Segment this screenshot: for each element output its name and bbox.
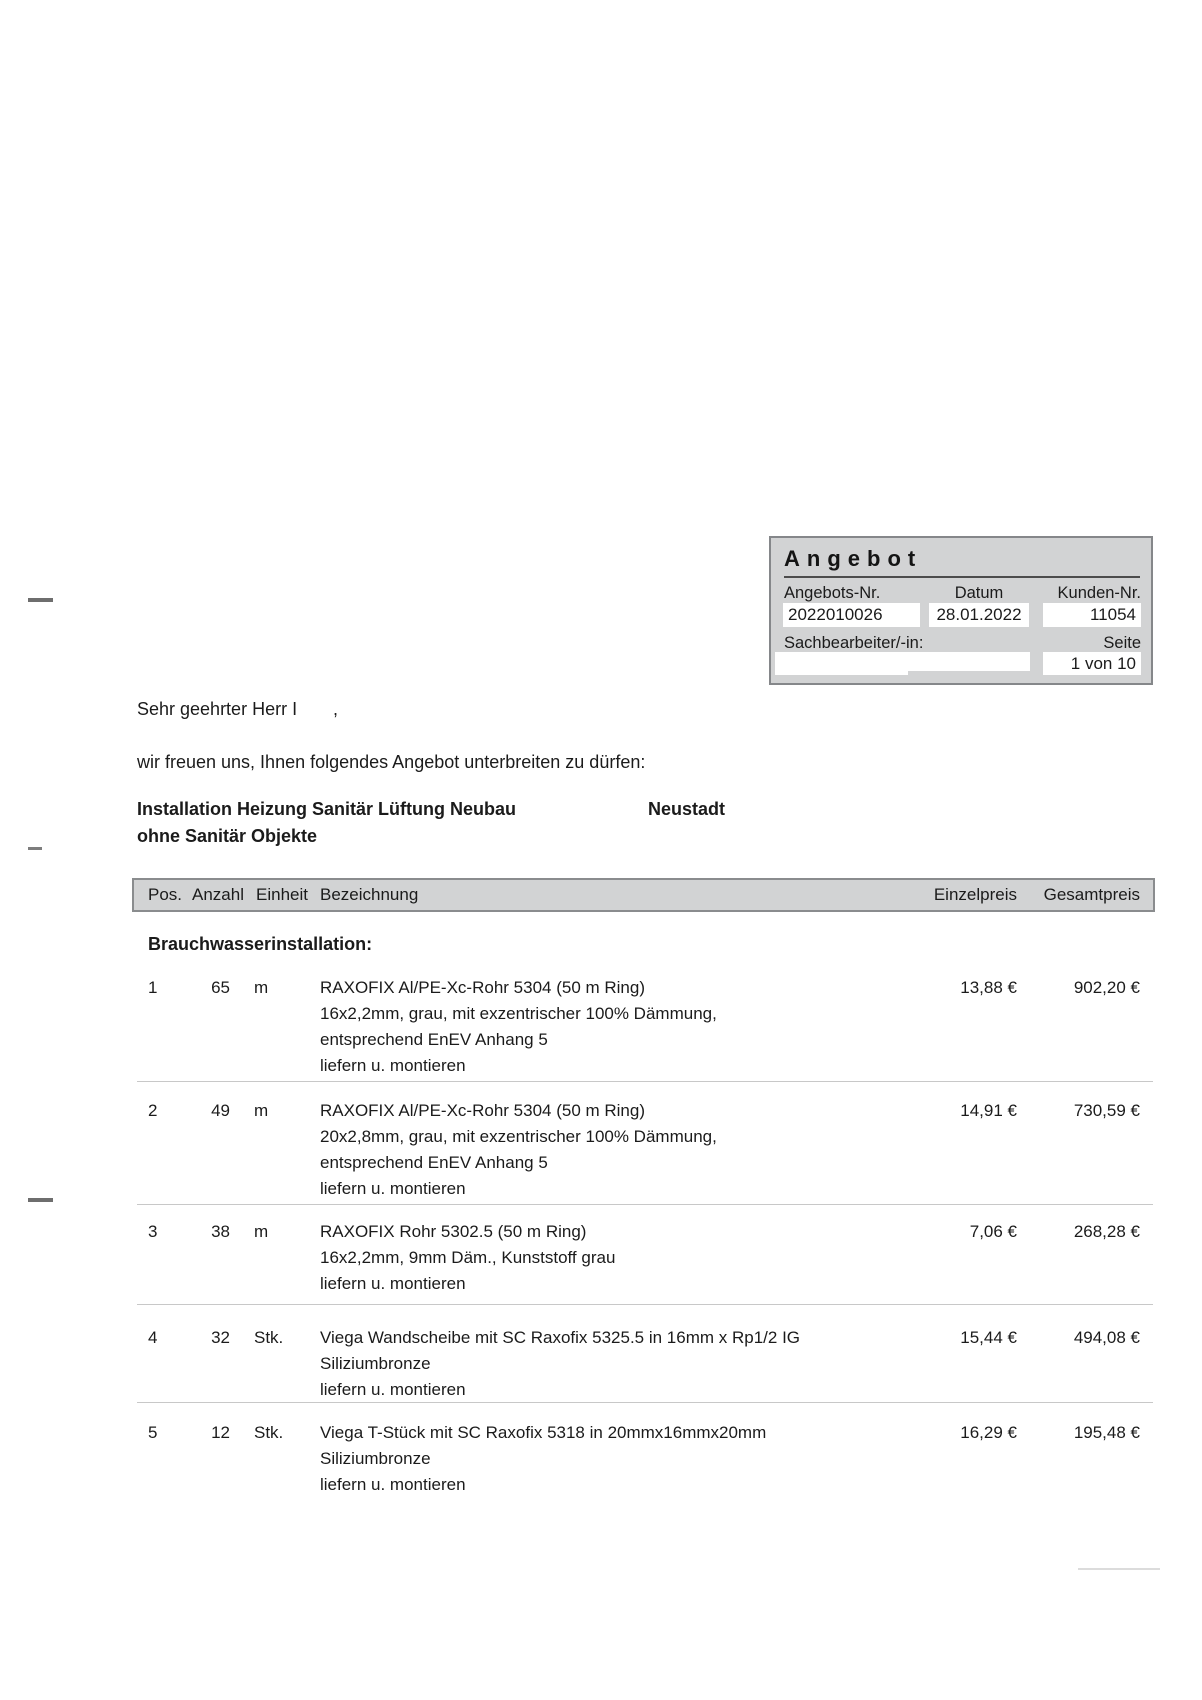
column-header-einzelpreis: Einzelpreis xyxy=(933,885,1017,904)
offer-title: Angebot xyxy=(784,546,923,571)
row-unit: m xyxy=(254,1222,269,1241)
row-unit: Stk. xyxy=(254,1328,284,1347)
row-qty: 65 xyxy=(211,978,230,997)
description-line: liefern u. montieren xyxy=(320,1274,466,1293)
offer-info-box xyxy=(769,536,1153,685)
fold-mark-top xyxy=(28,598,53,602)
row-pos: 2 xyxy=(148,1101,158,1120)
salutation-text: Sehr geehrter Herr I xyxy=(137,699,298,719)
row-description xyxy=(320,1420,766,1498)
column-header-gesamtpreis: Gesamtpreis xyxy=(1043,885,1140,904)
column-header-pos: Pos. xyxy=(148,885,183,904)
row-separator xyxy=(137,1204,1153,1205)
subject-place: Neustadt xyxy=(648,799,726,819)
faint-scan-line xyxy=(1078,1568,1160,1570)
offer-number-field: 2022010026 xyxy=(783,603,920,627)
description-line: Siliziumbronze xyxy=(320,1449,431,1468)
description-line: RAXOFIX Al/PE-Xc-Rohr 5304 (50 m Ring) xyxy=(320,978,646,997)
description-line: Viega Wandscheibe mit SC Raxofix 5325.5 in 16mm x Rp1/2 IG xyxy=(320,1328,801,1347)
row-pos: 3 xyxy=(148,1222,158,1241)
row-pos: 4 xyxy=(148,1328,158,1347)
row-unit-price: 14,91 € xyxy=(960,1101,1017,1120)
description-line: Siliziumbronze xyxy=(320,1354,431,1373)
description-line: entsprechend EnEV Anhang 5 xyxy=(320,1153,548,1172)
column-header-bezeichnung: Bezeichnung xyxy=(320,885,419,904)
clerk-label: Sachbearbeiter/-in: xyxy=(784,634,924,652)
salutation-line xyxy=(137,699,339,720)
table-header-bar xyxy=(132,878,1155,912)
subject-text: Installation Heizung Sanitär Lüftung Neubau xyxy=(137,799,517,819)
row-total-price: 494,08 € xyxy=(1073,1328,1140,1347)
row-separator xyxy=(137,1304,1153,1305)
title-underline xyxy=(784,576,1140,578)
description-line: 16x2,2mm, grau, mit exzentrischer 100% Dämmung, xyxy=(320,1004,717,1023)
page-field: 1 von 10 xyxy=(1043,652,1141,675)
row-unit-price: 13,88 € xyxy=(960,978,1017,997)
row-total-price: 195,48 € xyxy=(1073,1423,1140,1442)
description-line: entsprechend EnEV Anhang 5 xyxy=(320,1030,548,1049)
row-unit-price: 16,29 € xyxy=(960,1423,1017,1442)
row-unit: m xyxy=(254,1101,269,1120)
row-qty: 49 xyxy=(211,1101,230,1120)
intro-line: wir freuen uns, Ihnen folgendes Angebot unterbreiten zu dürfen: xyxy=(137,752,646,772)
offer-number-label: Angebots-Nr. xyxy=(784,584,881,602)
row-separator xyxy=(137,1081,1153,1082)
row-qty: 32 xyxy=(211,1328,230,1347)
row-unit: Stk. xyxy=(254,1423,284,1442)
row-total-price: 902,20 € xyxy=(1073,978,1140,997)
description-line: RAXOFIX Al/PE-Xc-Rohr 5304 (50 m Ring) xyxy=(320,1101,646,1120)
description-line: 20x2,8mm, grau, mit exzentrischer 100% Dämmung, xyxy=(320,1127,717,1146)
row-qty: 12 xyxy=(211,1423,230,1442)
row-pos: 5 xyxy=(148,1423,158,1442)
row-description xyxy=(320,1098,717,1202)
description-line: 16x2,2mm, 9mm Däm., Kunststoff grau xyxy=(320,1248,616,1267)
salutation-comma: , xyxy=(333,699,339,719)
row-total-price: 268,28 € xyxy=(1073,1222,1140,1241)
fold-mark-middle xyxy=(28,847,42,850)
description-line: liefern u. montieren xyxy=(320,1475,466,1494)
date-label: Datum xyxy=(954,584,1004,602)
customer-number-field: 11054 xyxy=(1043,603,1141,627)
row-separator xyxy=(137,1402,1153,1403)
row-unit-price: 15,44 € xyxy=(960,1328,1017,1347)
date-field: 28.01.2022 xyxy=(929,603,1029,627)
row-pos: 1 xyxy=(148,978,158,997)
description-line: liefern u. montieren xyxy=(320,1179,466,1198)
description-line: liefern u. montieren xyxy=(320,1056,466,1075)
row-total-price: 730,59 € xyxy=(1073,1101,1140,1120)
clerk-field xyxy=(775,652,1030,671)
page-label: Seite xyxy=(1103,634,1141,652)
row-description xyxy=(320,1325,800,1403)
fold-mark-bottom xyxy=(28,1198,53,1202)
description-line: liefern u. montieren xyxy=(320,1380,466,1399)
section-title: Brauchwasserinstallation: xyxy=(148,934,373,954)
description-line: RAXOFIX Rohr 5302.5 (50 m Ring) xyxy=(320,1222,587,1241)
row-qty: 38 xyxy=(211,1222,230,1241)
row-unit: m xyxy=(254,978,269,997)
description-line: Viega T-Stück mit SC Raxofix 5318 in 20mmx16mmx20mm xyxy=(320,1423,767,1442)
customer-number-label: Kunden-Nr. xyxy=(1057,584,1141,602)
subject-line-2: ohne Sanitär Objekte xyxy=(137,826,318,846)
row-unit-price: 7,06 € xyxy=(969,1222,1017,1241)
row-description xyxy=(320,975,717,1079)
row-description xyxy=(320,1219,615,1297)
column-header-anzahl: Anzahl xyxy=(192,885,244,904)
column-header-einheit: Einheit xyxy=(256,885,308,904)
subject-line-1 xyxy=(137,799,726,820)
